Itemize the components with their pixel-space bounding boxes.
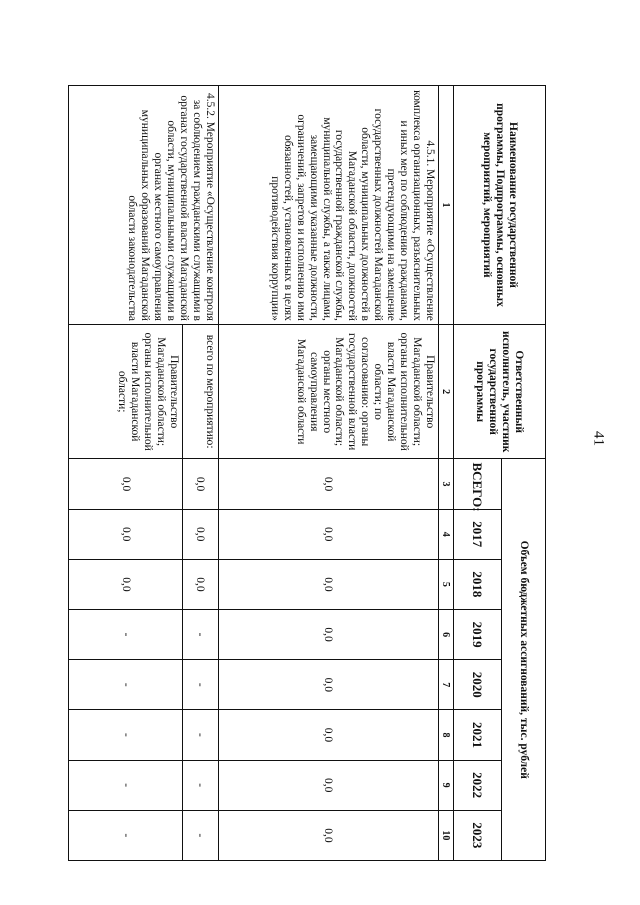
header-year: 2022 (453, 760, 501, 810)
header-year: 2018 (453, 559, 501, 609)
column-number: 5 (438, 559, 453, 609)
header-year: 2019 (453, 610, 501, 660)
row-value: - (69, 610, 183, 660)
row-value: - (69, 710, 183, 760)
row-value: 0,0 (218, 760, 438, 810)
row-value: - (69, 810, 183, 860)
row-value: 0,0 (218, 660, 438, 710)
header-total: ВСЕГО: (453, 459, 501, 509)
header-year: 2023 (453, 810, 501, 860)
table-sheet (68, 85, 546, 861)
row-value: 0,0 (182, 459, 218, 509)
table-row (218, 86, 438, 861)
header-row-1 (501, 86, 545, 861)
header-budget-group: Объем бюджетных ассигнований, тыс. рублей (501, 459, 545, 861)
row-value: 0,0 (69, 509, 183, 559)
row-value: 0,0 (218, 559, 438, 609)
header-year: 2020 (453, 660, 501, 710)
header-year: 2017 (453, 509, 501, 559)
row-name: 4.5.2. Мероприятие «Осуществление контроля за соблюдением гражданскими служащими в органах государственной власти Магаданской области, муниципальными служащими в органах местного самоуправления муниципальных образований Магаданской области законодательства (69, 86, 219, 325)
column-number: 3 (438, 459, 453, 509)
rotated-table-container (68, 85, 546, 861)
row-value: - (182, 710, 218, 760)
table-row (182, 86, 218, 861)
row-value: 0,0 (218, 710, 438, 760)
column-number: 1 (438, 86, 453, 325)
header-year: 2021 (453, 710, 501, 760)
row-value: - (182, 610, 218, 660)
page-number: 41 (590, 431, 607, 446)
row-value: - (182, 660, 218, 710)
header-col-responsible: Ответственный исполнитель, участник государственной программы (453, 324, 545, 459)
header-col-name: Наименование государственной программы, Подпрограммы, основных мероприятий, мероприятий (453, 86, 545, 325)
row-value: 0,0 (218, 610, 438, 660)
row-value: - (69, 660, 183, 710)
row-value: - (182, 810, 218, 860)
column-number: 10 (438, 810, 453, 860)
row-value: 0,0 (69, 459, 183, 509)
row-value: 0,0 (218, 459, 438, 509)
column-number: 2 (438, 324, 453, 459)
column-number: 4 (438, 509, 453, 559)
column-number: 8 (438, 710, 453, 760)
row-name: 4.5.1. Мероприятие «Осуществление комплекса организационных, разъяснительных и иных мер по соблюдению гражданами, претендующими на замещение государственных должностей Магаданской области, муниципальных должностей в Магаданской области, должностей государственной гражданской службы, муниципальной службы, а также лицами, замещающими указанные должности, ограничений, запретов и исполнению ими обязанностей, установленных в целях противодействия коррупции» (218, 86, 438, 325)
budget-table (68, 85, 546, 861)
row-value: - (182, 760, 218, 810)
row-value: 0,0 (218, 810, 438, 860)
row-responsible: всего по мероприятию: (182, 324, 218, 459)
row-value: - (69, 760, 183, 810)
row-value: 0,0 (218, 509, 438, 559)
row-responsible: Правительство Магаданской области; органы исполнительной власти Магаданской области; (69, 324, 183, 459)
row-value: 0,0 (182, 509, 218, 559)
row-responsible: Правительство Магаданской области; органы исполнительной власти Магаданской области; по согласованию: органы государственной власти Магаданской области; органы местного самоуправления Магаданской области (218, 324, 438, 459)
column-number: 7 (438, 660, 453, 710)
column-number: 9 (438, 760, 453, 810)
row-value: 0,0 (69, 559, 183, 609)
column-number: 6 (438, 610, 453, 660)
row-value: 0,0 (182, 559, 218, 609)
column-number-row (438, 86, 453, 861)
